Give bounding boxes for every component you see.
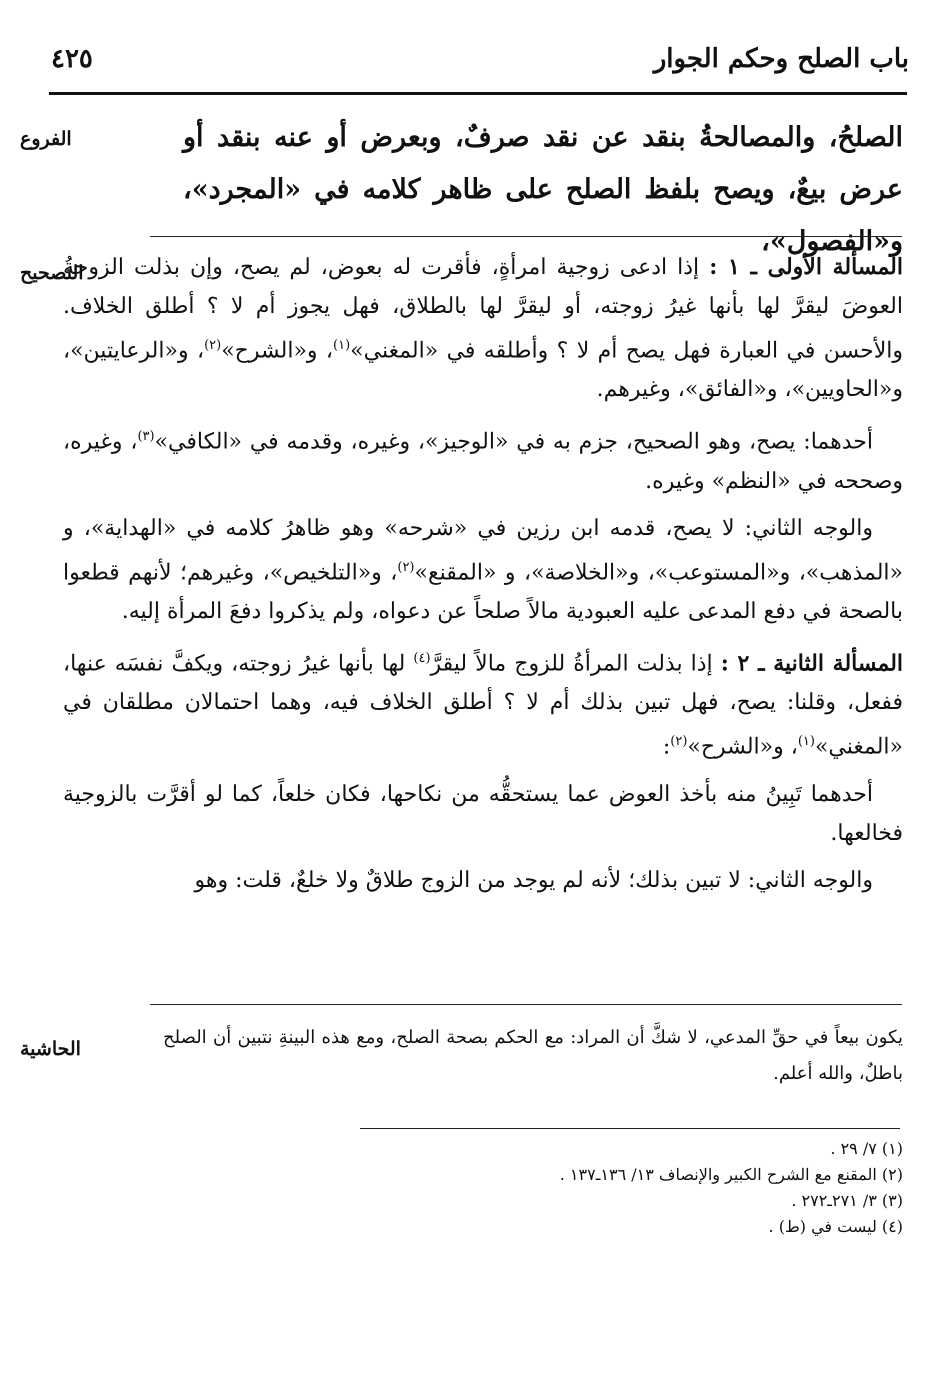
footnote-ref: (٢) xyxy=(397,559,415,575)
footnote-ref: (٢) xyxy=(670,734,688,750)
paragraph-text: والوجه الثاني: لا يصح، قدمه ابن رزين في «شرحه» وهو ظاهرُ كلامه في «الهداية»، و «المذهب»، و«المستوعب»، و«الخلاصة»، و «المقنع» xyxy=(63,515,903,585)
question-2-paragraph xyxy=(63,639,903,767)
page-header xyxy=(49,30,909,88)
opinion-1-paragraph xyxy=(63,417,903,500)
footnote-ref: (٢) xyxy=(204,338,222,353)
paragraph-text: إذا ادعى زوجية امرأةٍ، فأقرت له بعوض، لم يصح، وإن بذلت الزوجةُ العوضَ ليقرَّ لها بأنها غيرُ زوجته، أو ليقرَّ لها بالطلاق، فهل يجوز أم لا ؟ أطلق الخلاف. والأحسن في العبارة فهل يصح أم لا ؟ وأطلقه في «المغني» xyxy=(63,255,903,364)
footnote-ref: (١) xyxy=(797,734,815,750)
header-rule xyxy=(49,92,907,95)
section-divider xyxy=(150,236,902,237)
furu-text: الصلحُ، والمصالحةُ بنقد عن نقد صرفٌ، وبعرض أو عنه بنقد أو عرض بيعٌ، ويصح بلفظ الصلح على ظاهر كلامه في «المجرد»، و«الفصول»، xyxy=(183,122,903,257)
hashiya-text: يكون بيعاً في حقِّ المدعي، لا شكَّ أن المراد: مع الحكم بصحة الصلح، ومع هذه البينةِ نتبين أن الصلح باطلٌ، والله أعلم. xyxy=(163,1027,903,1084)
paragraph-text: لها بأنها غيرُ زوجته، ويكفَّ نفسَه عنها، ففعل، وقلنا: يصح، فهل تبين بذلك أم لا ؟ أطلق الخلاف فيه، وهما احتمالان مطلقان في «المغني» xyxy=(63,651,903,760)
question-1-paragraph xyxy=(63,248,903,409)
opinion-4-paragraph xyxy=(63,861,903,900)
page-number: ٤٢٥ xyxy=(51,44,93,74)
chapter-title: باب الصلح وحكم الجوار xyxy=(653,44,909,74)
paragraph-text: ، و«الرعايتين»، و«الحاويين»، و«الفائق»، وغيرهم. xyxy=(63,338,903,403)
paragraph-text: ، و«التلخيص»، وغيرهم؛ لأنهم قطعوا بالصحة في دفع المدعى عليه العبودية مالاً صلحاً عن دعواه، ولم يذكروا دفعَ المرأة إليه. xyxy=(63,559,903,624)
side-label-tashih: التصحيح xyxy=(20,262,84,284)
footnotes xyxy=(63,1136,903,1240)
footnote-4: (٤) ليست في (ط) . xyxy=(768,1217,903,1236)
paragraph-text: أحدهما: يصح، وهو الصحيح، جزم به في «الوجيز»، وغيره، وقدمه في «الكافي» xyxy=(154,429,873,455)
paragraph-text: : xyxy=(662,734,671,760)
opinion-2-paragraph xyxy=(63,509,903,631)
paragraph-text: ، وغيره، وصححه في «النظم» وغيره. xyxy=(63,429,903,494)
footnote-ref: (٤) xyxy=(413,650,431,666)
footnote-ref: (٣) xyxy=(137,429,155,445)
paragraph-text: ، و«الشرح» xyxy=(687,734,798,760)
question-1-label: المسألة الأولى ـ ١ : xyxy=(709,254,903,280)
paragraph-text: والوجه الثاني: لا تبين بذلك؛ لأنه لم يوجد من الزوج طلاقٌ ولا خلعٌ، قلت: وهو xyxy=(194,867,873,893)
side-label-hashiya: الحاشية xyxy=(20,1038,81,1060)
footnote-2: (٢) المقنع مع الشرح الكبير والإنصاف ١٣/ ١٣٦ـ١٣٧ . xyxy=(559,1165,903,1184)
paragraph-text: ، و«الشرح» xyxy=(221,338,334,364)
paragraph-text: أحدهما تَبِينُ منه بأخذ العوض عما يستحقُّه من نكاحها، فكان خلعاً، كما لو أقرَّت بالزوجية فخالعها. xyxy=(63,781,903,846)
footnote-rule xyxy=(360,1128,900,1129)
tashih-text xyxy=(63,248,903,908)
paragraph-text: إذا بذلت المرأةُ للزوج مالاً ليقرَّ xyxy=(430,651,721,677)
footnote-ref: (١) xyxy=(333,338,351,353)
footnote-3: (٣) ٣/ ٢٧١ـ٢٧٢ . xyxy=(791,1191,903,1210)
side-label-furu: الفروع xyxy=(20,128,72,150)
question-2-label: المسألة الثانية ـ ٢ : xyxy=(720,650,904,677)
footnote-1: (١) ٧/ ٢٩ . xyxy=(830,1139,903,1158)
opinion-3-paragraph xyxy=(63,775,903,853)
section-divider xyxy=(150,1004,902,1005)
